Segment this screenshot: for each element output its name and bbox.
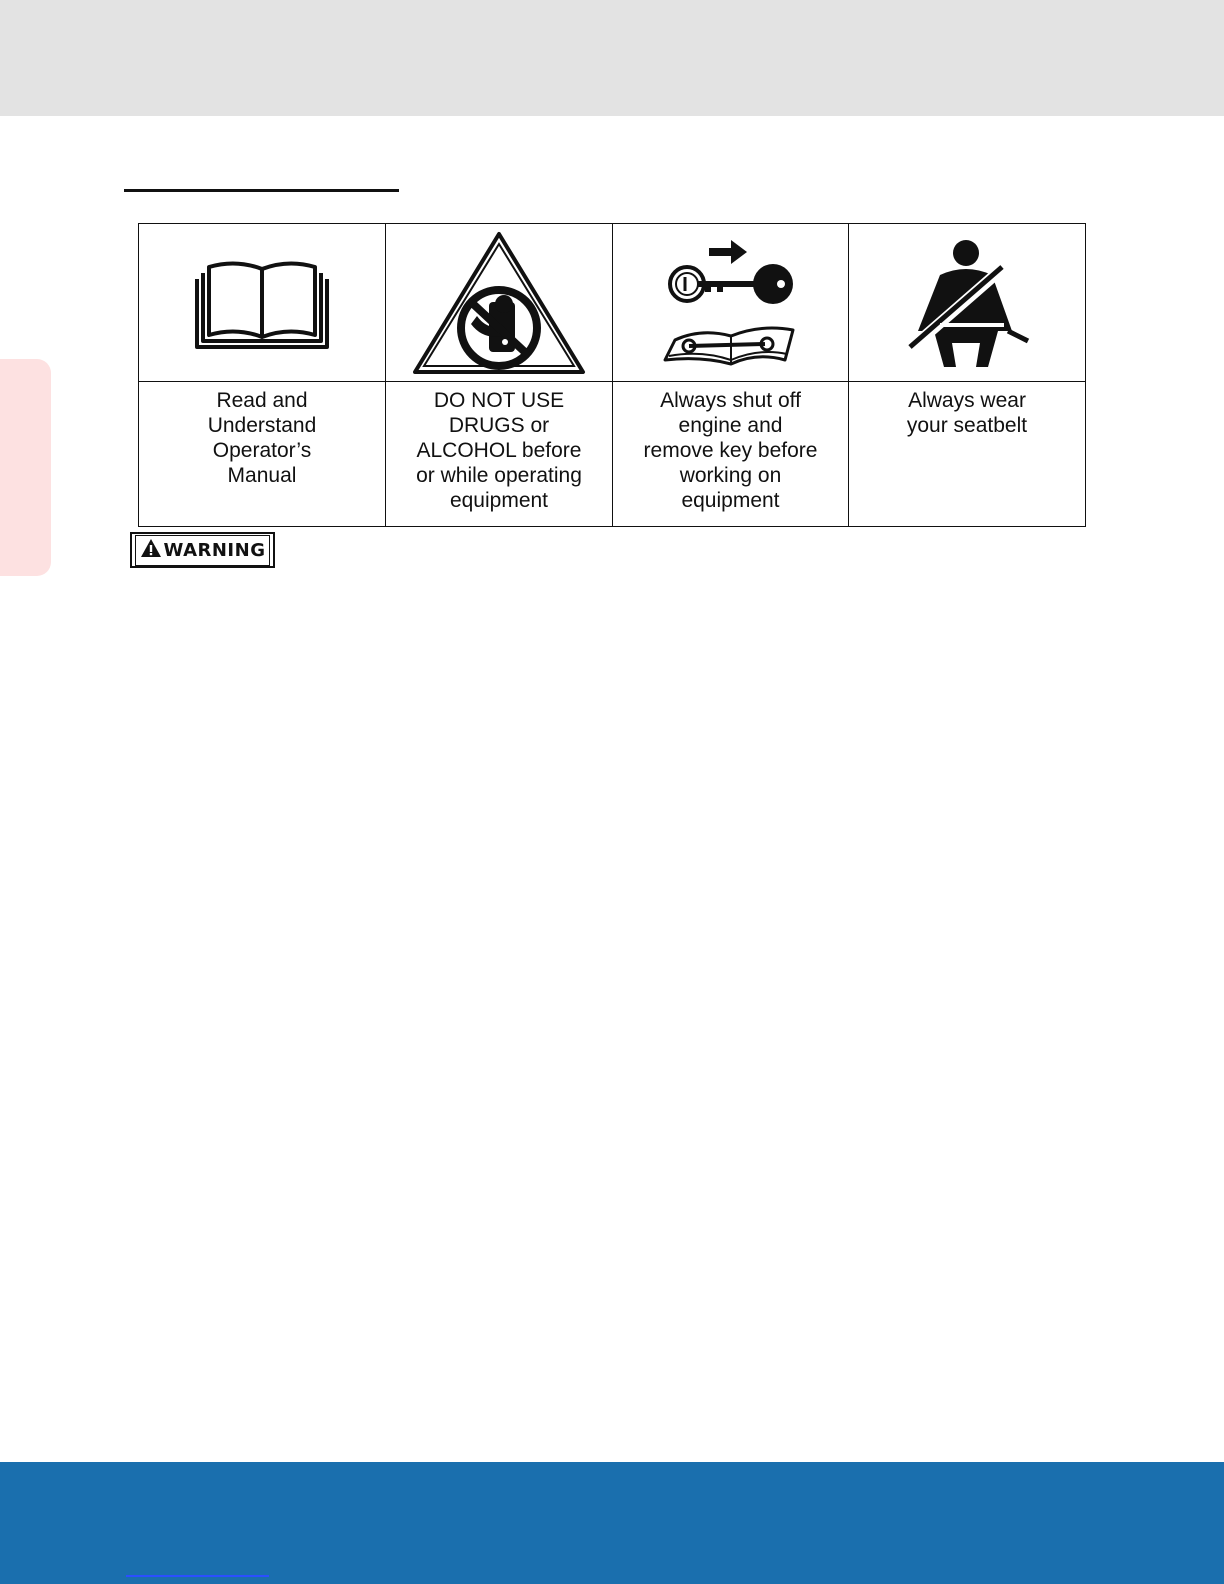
- warning-badge: [130, 532, 275, 568]
- safety-caption-cell: [849, 382, 1086, 527]
- safety-icon-cell: [613, 224, 849, 382]
- safety-icon-cell: [849, 224, 1086, 382]
- read-manual-book-icon: [139, 255, 385, 351]
- safety-caption-read-manual: Read and Understand Operator’s Manual: [207, 389, 317, 487]
- safety-caption-seatbelt: Always wear your seatbelt: [906, 389, 1028, 437]
- warning-label: WARNING: [163, 539, 266, 561]
- safety-symbols-table: [138, 223, 1086, 527]
- safety-icon-cell: [139, 224, 386, 382]
- page-footer-band: [0, 1462, 1224, 1584]
- key-removal-manual-icon: [613, 232, 848, 374]
- page-header-band: [0, 0, 1224, 116]
- section-side-tab[interactable]: [0, 359, 51, 576]
- safety-caption-remove-key: Always shut off engine and remove key before working on equipment: [643, 389, 818, 512]
- section-heading-rule: [124, 189, 399, 192]
- safety-caption-cell: [139, 382, 386, 527]
- safety-caption-cell: [386, 382, 613, 527]
- safety-caption-cell: [613, 382, 849, 527]
- warning-triangle-icon: [140, 538, 162, 563]
- safety-icon-cell: [386, 224, 613, 382]
- safety-caption-no-drugs: DO NOT USE DRUGS or ALCOHOL before or while operating equipment: [416, 389, 582, 512]
- no-drugs-alcohol-warning-icon: [386, 230, 612, 376]
- footer-link[interactable]: [126, 1575, 269, 1577]
- seatbelt-icon: [849, 235, 1085, 371]
